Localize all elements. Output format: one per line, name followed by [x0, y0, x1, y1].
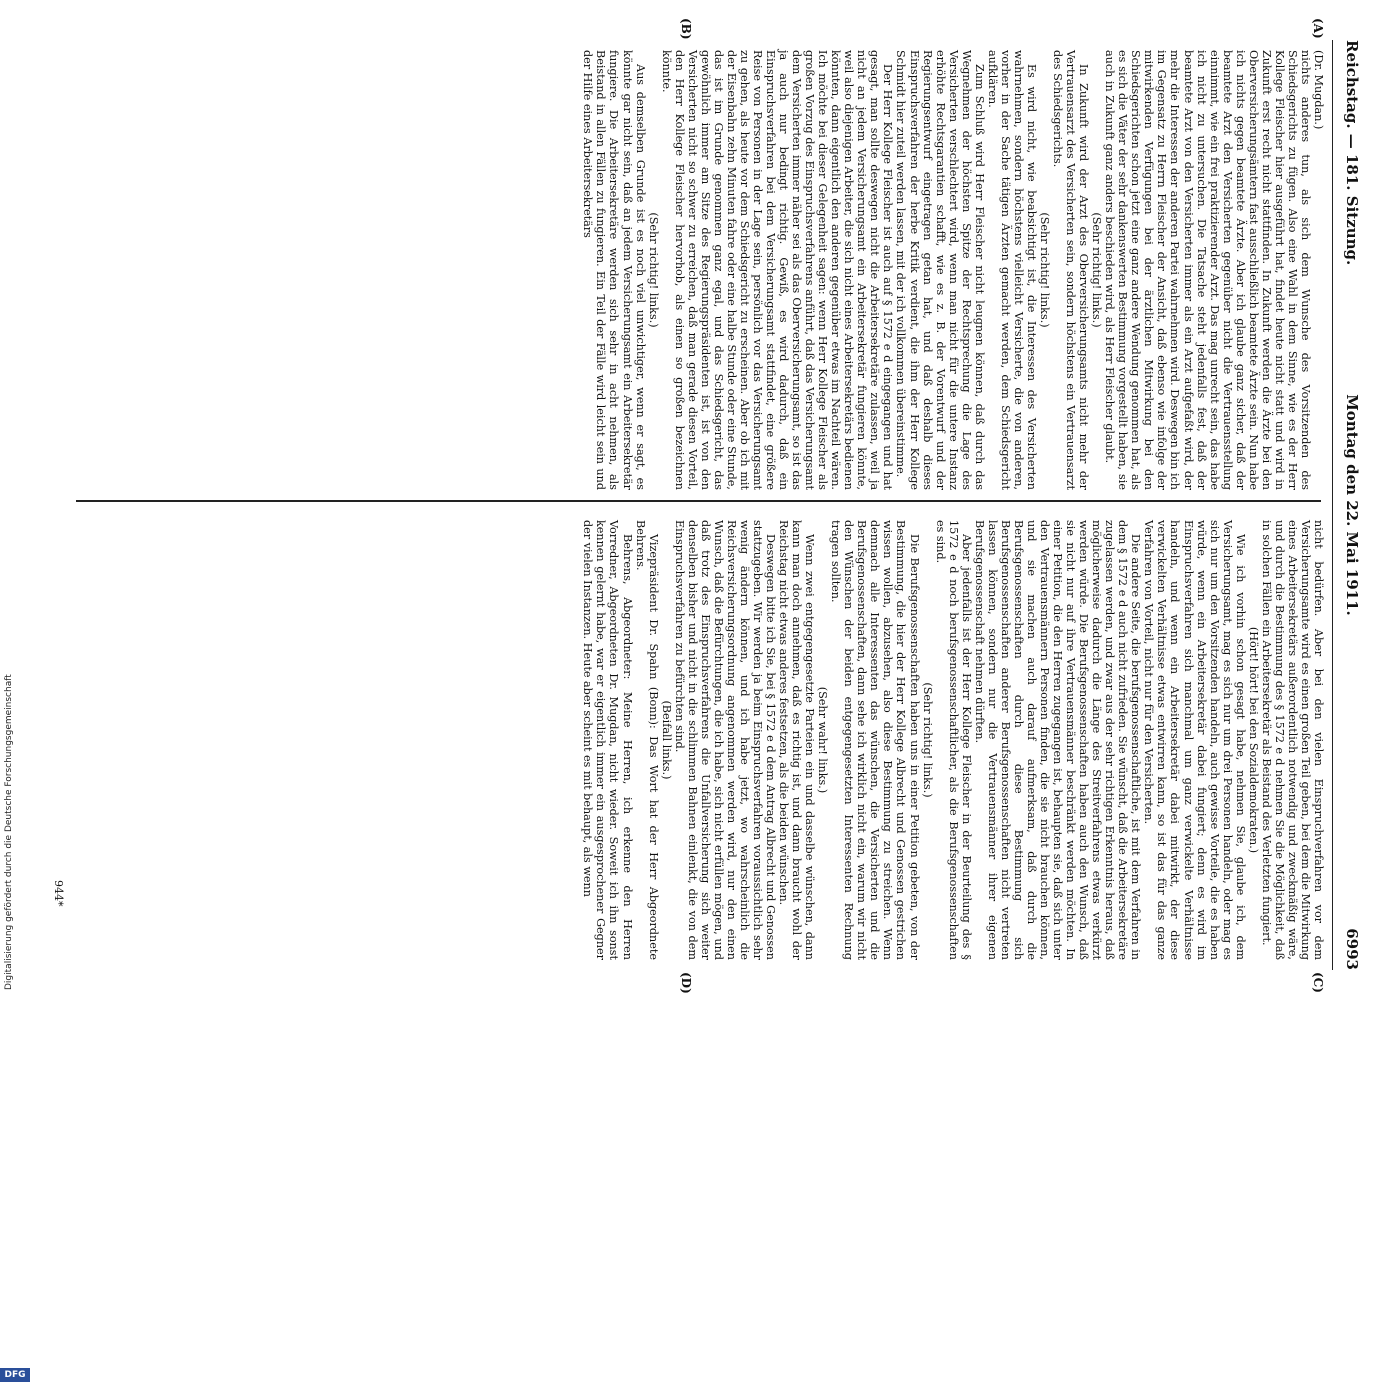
column-divider	[76, 500, 1321, 502]
right-column-paragraph: Die andere Seite, die berufsgenossenschaftliche, ist mit dem Verfahren in dem § 1572 e d auch nicht zufrieden. Sie wünscht, daß die Arbeitersekretäre zugelassen werden, und zwar aus der sehr richtigen Erkenntnis heraus, daß möglicherweise dadurch die Länge des Streitverfahrens etwas verkürzt werden würde. Die Berufsgenossenschaften haben auch den Wunsch, daß sie nicht nur auf ihre Vertrauensmänner beschränkt werden möchten. In einer Petition, die den Herren zugegangen ist, behaupten sie, daß sich unter den Vertrauensmännern Personen finden, die sie nicht brauchen können, und sie machen auch darauf aufmerksam, daß durch die Berufsgenossenschaften durch diese Bestimmung sich Berufsgenossenschaften anderer Berufsgenossenschaften nicht vertreten lassen können, sondern nur die Vertrauensmänner ihrer eigenen Berufsgenossenschaft nehmen dürften.	[972, 520, 1143, 960]
right-column-paragraph: (Hört! hört! bei den Sozialdemokraten.)	[1246, 626, 1260, 854]
right-column-paragraph: Wenn zwei entgegengesetzte Parteien ein und dasselbe wünschen, dann kann man doch annehmen, daß es richtig ist, und dann braucht wohl der Reichstag nicht etwas anderes festsetzen, als die beiden wünschen.	[777, 520, 817, 960]
left-column-paragraph: nichts anderes tun, als sich dem Wunsche des Vorsitzenden des Schiedsgerichts zu fügen. Also eine Wahl in dem Sinne, wie es der Herr Kollege Fleischer hier ausgeführt hat, findet heute nicht statt und wird in Zukunft erst recht nicht stattfinden. In Zukunft werden die Ärzte bei den Oberversicherungsämtern fast ausschließlich beamtete Ärzte sein. Nun habe ich nichts gegen beamtete Ärzte. Aber ich glaube ganz sicher, daß der beamtete Arzt den Versicherten gegenüber nicht die Vertrauensstellung einnimmt, wie ein frei praktizierender Arzt. Das mag unrecht sein, das habe ich nicht zu untersuchen. Die Tatsache steht jedenfalls fest, daß der beamtete Arzt von den Versicherten immer als ein Arzt aufgefaßt wird, der mehr die Interessen der anderen Partei wahrnehmen wird. Deswegen bin ich im Gegensatz zu Herrn Fleischer der Ansicht, daß ebenso wie infolge der mitwirkenden Verfügungen bei der ärztlichen Mitwirkung bei den Schiedsgerichten schon jetzt eine ganz andere Wendung genommen hat, als es sich die Väter der sehr dankenswerten Bestimmung vorgestellt haben, sie auch in Zukunft ganz anders beschieden wird, als Herr Fleischer glaubt.	[1103, 50, 1312, 490]
header-rule	[1332, 40, 1333, 970]
left-column-paragraph: Zum Schluß wird Herr Fleischer nicht leugnen können, daß durch das Wegnehmen der höchsten Spitze der Rechtsprechung die Lage des Versicherten verschlechtert wird, wenn man nicht für die untere Instanz erhöhte Rechtsgarantien schafft, wie es z. B. der Vorentwurf und der Regierungsentwurf eingetragen getan hat, und daß deshalb dieses Einspruchsverfahren der herbe Kritik verdient, die ihm der Herr Kollege Schmidt hier zuteil werden lassen, mit der ich vollkommen übereinstimme.	[894, 50, 986, 490]
right-column-paragraph: Wie ich vorhin schon gesagt habe, nehmen Sie, glaube ich, dem Versicherungsamt, mag es sich nur um drei Personen handeln, oder mag es sich nur um den Vorsitzenden handeln, auch gewisse Vorteile, die es haben würde, wenn ein Arbeitersekretär dabei fungiert; denn es wird im Einspruchsverfahren sich manchmal um ganz verwickelte Verhältnisse handeln, und wenn ein Arbeitersekretär dabei mitwirkt, der diese verwickelten Verhältnisse etwas entwirren kann, so ist das für das ganze Verfahren von Vorteil, nicht nur für den Versicherten.	[1142, 520, 1247, 960]
left-text-column	[581, 50, 1325, 490]
margin-marker-c: (C)	[1311, 972, 1325, 993]
page-header	[1335, 40, 1361, 970]
right-column-paragraph: Deswegen bitte ich Sie, bei § 1572 e d dem Antrag Albrecht und Genossen stattzugeben. Wir werden ja beim Einspruchsverfahren voraussichtlich sehr wenig ändern können, und ich habe jetzt, wo wahrscheinlich die Reichsversicherungsordnung angenommen werden wird, nur den einen Wunsch, daß die Befürchtungen, die ich habe, sich nicht erfüllen mögen, und daß trotz des Einspruchsverfahrens die Unfallversicherung sich weiter denselben bisher und nicht in die schlimmen Bahnen einlenkt, die von dem Einspruchsverfahren zu befürchten sind.	[672, 520, 778, 960]
right-column-paragraph: nicht bedürfen. Aber bei den vielen Einspruchverfahren vor dem Versicherungsamte wird es einen großen Teil geben, bei dem die Mitwirkung eines Arbeitersekretärs außerordentlich notwendig und zweckmäßig wäre, und durch die Bestimmung des § 1572 e d nehmen Sie die Möglichkeit, daß in solchen Fällen ein Arbeitersekretär als Beistand des Verletzten fungiert.	[1259, 520, 1325, 960]
left-column-paragraph: (Sehr richtig! links.)	[1090, 212, 1104, 328]
right-column-paragraph: (Sehr wahr! links.)	[816, 686, 830, 794]
right-column-paragraph: Aber jedenfalls ist der Herr Kollege Fleischer in der Beurteilung des § 1572 e d noch berufsgenossenschaftlicher, als die Berufsgenossenschaften es sind.	[933, 520, 973, 960]
sidenote-strip	[0, 0, 20, 1000]
right-column-paragraph: Behrens, Abgeordneter: Meine Herren, ich erkenne den Herren Vorredner, Abgeordneten Dr. Mugdan, nicht wieder. Soweit ich ihn sonst kennen gelernt habe, war er eigentlich immer ein ausgesprochener Gegner der vielen Instanzen. Heute aber scheint es mit behaupt, als wenn	[581, 520, 634, 960]
right-column-paragraph: (Beifall links.)	[659, 700, 673, 780]
left-column-paragraph: In Zukunft wird der Arzt des Oberversicherungsamts nicht mehr der Vertrauensarzt des Versicherten sein, sondern höchstens ein Vertrauensarzt des Schiedsgerichts.	[1051, 50, 1091, 490]
page-number: 6993	[1343, 928, 1361, 970]
left-column-paragraph: Es wird nicht, wie beabsichtigt ist, die Interessen des Versicherten wahrnehmen, sondern höchstens vielleicht Versicherte, die von anderen, vorher in der Sache tätigen Ärzten gemacht werden, dem Schiedsgericht aufklären.	[985, 50, 1038, 490]
right-column-paragraph: Die Berufsgenossenschaften haben uns in einer Petition gebeten, von der Bestimmung, die hier der Herr Kollege Albrecht und Genossen gestrichen wissen wollen, abzusehen, also diese Bestimmung zu streichen. Wenn demnach alle Interessenten das wünschen, die Versicherten und die Berufsgenossenschaften, dann sehe ich wirklich nicht ein, warum wir nicht den Wünschen der beiden entgegengesetzten Interessenten Rechnung tragen sollten.	[829, 520, 921, 960]
digitization-note: Digitalisierung gefördert durch die Deutsche Forschungsgemeinschaft	[4, 674, 14, 990]
sheet-number: 944*	[52, 880, 65, 907]
right-text-column	[581, 520, 1325, 960]
right-column-paragraph: (Sehr richtig! links.)	[920, 682, 934, 798]
margin-marker-b: (B)	[679, 18, 693, 40]
left-column-paragraph: (Dr. Mugdan.)	[1312, 50, 1325, 130]
header-date: Montag den 22. Mai 1911.	[1343, 394, 1361, 616]
left-column-paragraph: Der Herr Kollege Fleischer ist auch auf § 1572 e d eingegangen und hat gesagt, man sollte deswegen nicht die Arbeitersekretäre zulassen, weil ja nicht an jedem Versicherungsamt ein Arbeitersekretär fungieren könnte, weil also diejenigen Arbeiter, die sich nicht eines Arbeitersekretärs bedienen könnten, dann eigentlich den anderen gegenüber etwas im Nachteil wären. Ich möchte bei dieser Gelegenheit sagen: wenn Herr Kollege Fleischer als großen Vorzug des Einspruchsverfahrens anführt, daß das Versicherungsamt dem Versicherten immer näher sei als das Oberversicherungsamt, so ist das ja auch nur bedingt richtig. Gewiß, es wird dadurch, daß ein Einspruchsverfahren bei dem Versicherungsamt stattfindet, eine größere Reise von Personen in der Lage sein, persönlich vor das Versicherungsamt zu gehen, als heute vor dem Schiedsgericht zu erscheinen. Aber ob ich mit der Eisenbahn zehn Minuten fahre oder eine halbe Stunde oder eine Stunde, das ist im Grunde genommen ganz egal, und das Schiedsgericht, das gewöhnlich immer am Sitze des Regierungspräsidenten ist, ist von den Versicherten nicht so schwer zu erreichen, daß man gerade diesen Vorteil, den Herr Kollege Fleischer hervorhob, als einen so großen bezeichnen könnte.	[659, 50, 895, 490]
left-column-paragraph: (Sehr richtig! links.)	[1038, 212, 1052, 328]
margin-marker-a: (A)	[1311, 18, 1325, 39]
right-column-paragraph: Vizepräsident Dr. Spahn (Bonn): Das Wort hat der Herr Abgeordnete Behrens.	[633, 520, 660, 960]
dfg-logo: DFG	[0, 1368, 30, 1382]
margin-marker-d: (D)	[679, 972, 693, 994]
left-column-paragraph: Aus demselben Grunde ist es noch viel unwichtiger, wenn er sagt, es könnte gar nicht sein, daß an jedem Versicherungsamt ein Arbeitersekretär fungiere. Die Arbeitersekretäre werden sich sehr in acht nehmen, als Beistand in allen Fällen zu fungieren. Ein Teil der Fälle wird leicht sein und der Hilfe eines Arbeitersekretärs	[581, 50, 647, 490]
header-left: Reichstag. — 181. Sitzung.	[1343, 40, 1361, 266]
left-column-paragraph: (Sehr richtig! links.)	[646, 212, 660, 328]
